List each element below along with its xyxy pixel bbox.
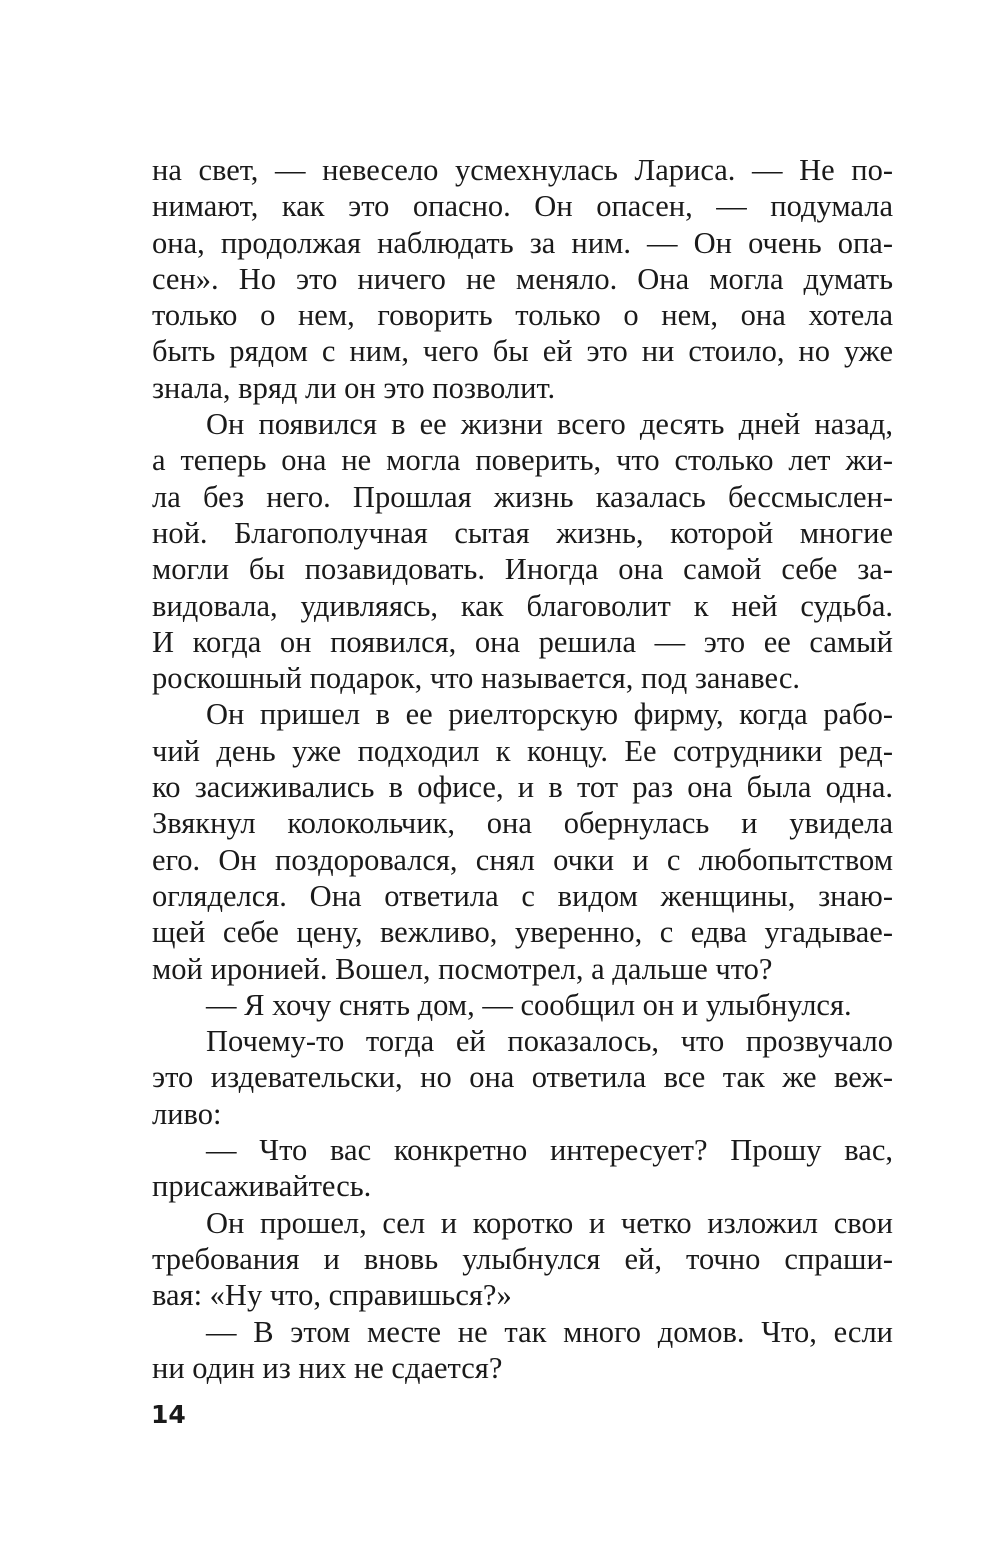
text-line: Он пришел в ее риелторскую фирму, когда рабо- <box>206 697 893 732</box>
text-line: Почему-то тогда ей показалось, что прозвучало <box>206 1024 893 1059</box>
text-line: мой иронией. Вошел, посмотрел, а дальше что? <box>152 951 773 986</box>
text-line: быть рядом с ним, чего бы ей это ни стоило, но уже <box>152 334 893 369</box>
text-line: вая: «Ну что, справишься?» <box>152 1278 512 1313</box>
text-line: сен». Но это ничего не меняло. Она могла думать <box>152 261 893 296</box>
page-number: 14 <box>151 1400 186 1429</box>
text-line: его. Он поздоровался, снял очки и с любопытством <box>152 842 893 877</box>
text-line: знала, вряд ли он это позволит. <box>152 370 556 405</box>
text-line: она, продолжая наблюдать за ним. — Он очень опа- <box>152 225 893 260</box>
text-line: нимают, как это опасно. Он опасен, — подумала <box>152 189 893 224</box>
text-line: ни один из них не сдается? <box>152 1350 503 1385</box>
text-line: на свет, — невесело усмехнулась Лариса. — Не по- <box>152 153 893 187</box>
text-line: ливо: <box>152 1096 222 1131</box>
text-line: — Что вас конкретно интересует? Прошу вас, <box>206 1133 893 1168</box>
text-line: видовала, удивляясь, как благоволит к ней судьба. <box>152 588 893 623</box>
text-line: а теперь она не могла поверить, что столько лет жи- <box>152 443 893 478</box>
text-line: Он появился в ее жизни всего десять дней назад, <box>206 407 893 442</box>
text-line: щей себе цену, вежливо, уверенно, с едва угадывае- <box>152 915 893 950</box>
text-line: чий день уже подходил к концу. Ее сотрудники ред- <box>152 733 893 768</box>
body-text <box>152 152 893 1386</box>
text-line: ла без него. Прошлая жизнь казалась бессмыслен- <box>152 479 893 514</box>
text-line: требования и вновь улыбнулся ей, точно спраши- <box>152 1241 893 1276</box>
text-line: ко засиживались в офисе, и в тот раз она была одна. <box>152 770 893 805</box>
text-line: — Я хочу снять дом, — сообщил он и улыбнулся. <box>206 987 852 1022</box>
text-line: Звякнул колокольчик, она обернулась и увидела <box>152 806 893 841</box>
text-line: — В этом месте не так много домов. Что, если <box>206 1314 893 1349</box>
text-line: Он прошел, сел и коротко и четко изложил свои <box>206 1205 893 1240</box>
text-line: присаживайтесь. <box>152 1169 372 1204</box>
text-line: могли бы позавидовать. Иногда она самой себе за- <box>152 552 893 587</box>
text-line: И когда он появился, она решила — это ее самый <box>152 624 893 659</box>
text-line: это издевательски, но она ответила все так же веж- <box>152 1060 893 1095</box>
text-line: роскошный подарок, что называется, под занавес. <box>152 661 800 696</box>
text-line: огляделся. Она ответила с видом женщины, знаю- <box>152 878 893 913</box>
text-line: только о нем, говорить только о нем, она хотела <box>152 298 893 333</box>
text-line: ной. Благополучная сытая жизнь, которой многие <box>152 515 893 550</box>
